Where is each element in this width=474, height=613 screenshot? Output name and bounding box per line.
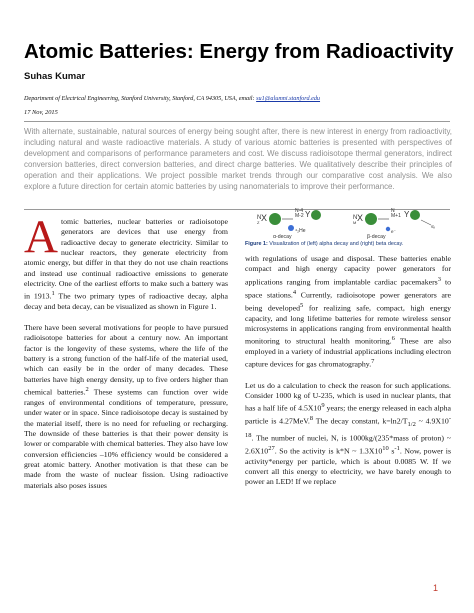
alpha-particle-icon xyxy=(288,225,294,231)
abstract: With alternate, sustainable, natural sources of energy being sought after, there is new interest in energy from radioactivity, including natural and waste radioactive materials. A study of various atomic batteries is presented with perspectives of development and comparisons of performance parameters and cost. We discuss radioisotope thermal generators, indirect conversion batteries, direct conversion batteries, and direct charge batteries. We qualitatively describe their principles of operation and their applications. We project possible market trends through our comparative cost analysis. We also explore a future direction for certain atomic batteries by using nanomaterials to improve their performance. xyxy=(24,127,452,192)
motivation-paragraph: There have been several motivations for people to have pursued radioisotope batteries for about a century now. An important factor is the longevity of these systems, where the life of the battery is a strong function of the half-life of the material used, which can easily be in the order of many decades. These batteries have high energy density, up to five orders higher than chemical batteries.$^2$ These systems can function over wide ranges of environmental conditions of temperature, pressure, under water or in space. Since radioisotope decay is sustained by the material itself, there is no need for refueling or recharging. The downside of these batteries is that their power density is lower or comparable with chemical batteries. They also have low conversion efficiencies –10% efficiency would be considered a great atomic battery. Another motivation is that these can be made from the waste of nuclear fission. Using radioactive materials also poses issues xyxy=(24,322,228,490)
ref-6[interactable]: 6 xyxy=(391,335,395,343)
parent-nucleus-icon xyxy=(365,213,377,225)
svg-text:e⁻: e⁻ xyxy=(391,229,396,234)
svg-text:X: X xyxy=(261,213,268,223)
drop-cap: A xyxy=(24,211,58,263)
svg-text:N: N xyxy=(353,215,358,221)
svg-text:X: X xyxy=(357,213,364,223)
svg-text:N: N xyxy=(391,208,395,214)
applications-paragraph: with regulations of usage and disposal. These batteries enable compact and high energy capacity power generators for applications ranging from implantable cardiac pacemakers$^3$ to space stations.$^4$ Currently, radioisotope power generators are being developed$^5$ for realizing safe, compact, high energy capacity, and long lifetime batteries for remote wireless sensor microsystems in applications ranging from environmental health monitoring to structural health monitoring.$^6$ These are also employed in a variety of industrial applications including electron capture devices for gas chromatography.$^7$ xyxy=(245,254,452,370)
email-link[interactable]: su1@alumni.stanford.edu xyxy=(256,95,321,102)
ref-8[interactable]: 8 xyxy=(309,415,314,423)
alpha-decay-label: α-decay xyxy=(273,234,292,240)
svg-text:M: M xyxy=(353,220,357,225)
svg-text:ν̄ₑ: ν̄ₑ xyxy=(431,224,435,229)
intro-paragraph: Atomic batteries, nuclear batteries or radioisotope generators are devices that use energy from radioactive decay to generate electricity. Similar to nuclear reactors, they generate electricity from atomic energy, but differ in that they do not use chain reactions and instead use continual radioactive emissions to generate electricity. One of the earliest efforts to make such a battery was in 1913.$^1$ The two primary types of radioactive decay, alpha decay and beta decay, can be visualized as shown in Figure 1. xyxy=(24,211,228,312)
affiliation xyxy=(24,94,464,103)
page-number: 1 xyxy=(433,583,439,593)
header-divider xyxy=(24,121,450,122)
ref-5[interactable]: 5 xyxy=(299,301,304,309)
daughter-nucleus-icon xyxy=(311,210,321,220)
ref-2[interactable]: 2 xyxy=(85,386,89,394)
electron-icon xyxy=(386,227,390,231)
alpha-decay-diagram xyxy=(257,208,321,240)
ref-3[interactable]: 3 xyxy=(437,275,441,283)
svg-text:N-4: N-4 xyxy=(295,208,304,214)
svg-text:Y: Y xyxy=(404,210,410,219)
svg-text:Y: Y xyxy=(305,210,311,219)
caption-label: Figure 1: xyxy=(245,241,268,247)
svg-text:⁴₂He: ⁴₂He xyxy=(295,228,306,234)
svg-text:N: N xyxy=(257,215,262,221)
right-column xyxy=(245,254,451,488)
beta-decay-diagram xyxy=(353,208,435,240)
calculation-paragraph: Let us do a calculation to check the reason for such applications. Consider 1000 kg of U-235, which is used in nuclear plants, that has a half life of $4.5X10^9$ years; the energy released in each alpha particle is 4.27MeV.$^8$ The decay constant, $k=\ln 2/T_{1/2}$ ~ $4.9X10^{-18}$. The number of nuclei, N, is 1000kg/(235*mass of proton) ~ $2.6X10^{27}$. So the activity is k*N ~ $1.3X10^{10}$ $s^{-1}$. Now, power is activity*energy per particle, which is about 0.0085 W. If we convert all this energy to electricity, we have barely enough to power an LED! If we replace xyxy=(245,380,452,487)
caption-text: Visualization of (left) alpha decay and (right) beta decay. xyxy=(267,241,404,247)
publication-date: 17 Nov, 2015 xyxy=(24,109,58,116)
svg-text:M-2: M-2 xyxy=(295,213,304,219)
figure-caption xyxy=(245,241,451,247)
parent-nucleus-icon xyxy=(269,213,281,225)
ref-4[interactable]: 4 xyxy=(292,288,297,296)
paper-title: Atomic Batteries: Energy from Radioactivity xyxy=(24,40,454,63)
left-column xyxy=(24,211,228,491)
affiliation-text: Department of Electrical Engineering, Stanford University, Stanford, CA 94305, USA, email: xyxy=(24,95,255,102)
svg-text:M+1: M+1 xyxy=(391,213,401,219)
decay-diagram xyxy=(245,198,451,240)
ref-1[interactable]: 1 xyxy=(51,290,55,298)
author-name: Suhas Kumar xyxy=(24,71,86,82)
ref-7[interactable]: 7 xyxy=(371,358,375,366)
svg-text:Z: Z xyxy=(257,220,260,225)
daughter-nucleus-icon xyxy=(410,210,420,220)
beta-decay-label: β-decay xyxy=(367,234,386,240)
